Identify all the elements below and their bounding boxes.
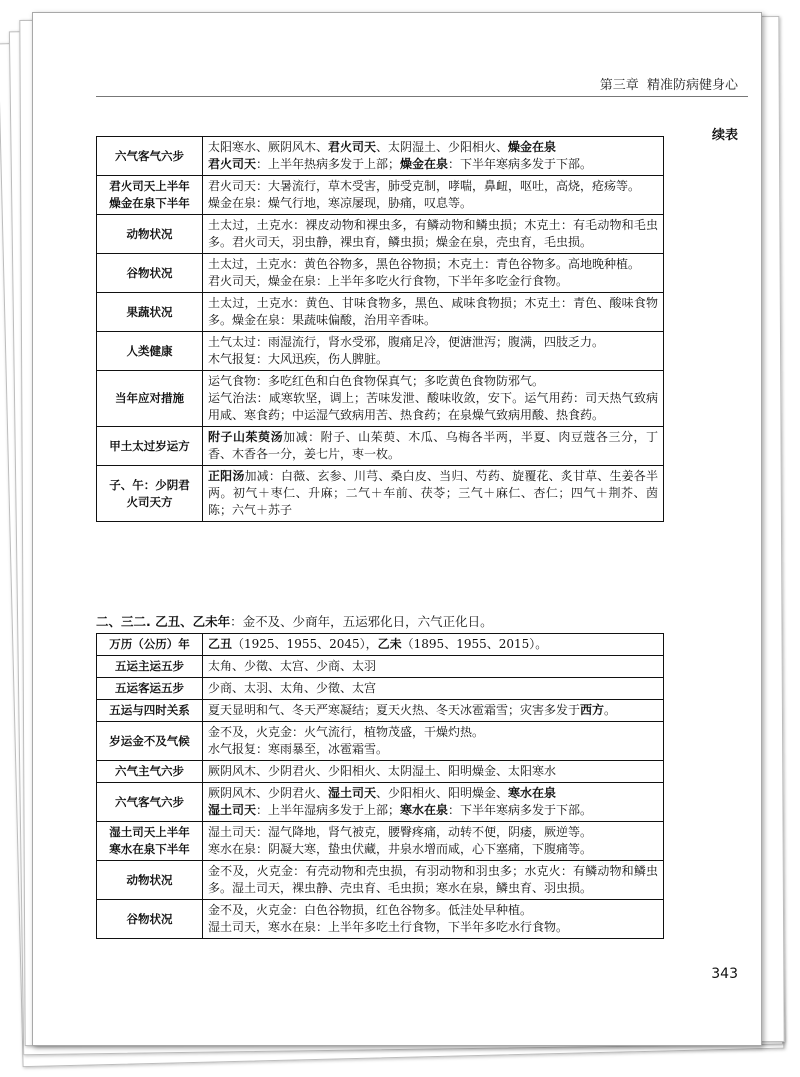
row-header: 动物状况 [97,215,203,254]
row-header: 万历（公历）年 [97,634,203,656]
row-content [203,466,664,522]
table-row [97,900,664,939]
content-line: 正阳汤加减：白薇、玄参、川芎、桑白皮、当归、芍药、旋覆花、炙甘草、生姜各半两。初气＋枣仁、升麻；二气＋车前、茯苓；三气＋麻仁、杏仁；四气＋荆芥、茵陈；六气＋苏子 [208,469,658,517]
row-content [203,332,664,371]
content-line: 太角、少徵、太宫、少商、太羽 [208,659,377,673]
content-line: 君火司天：上半年热病多发于上部；燥金在泉：下半年寒病多发于下部。 [208,157,593,171]
table-row [97,137,664,176]
row-content [203,700,664,722]
row-header: 六气客气六步 [97,137,203,176]
row-content [203,861,664,900]
chapter-title: 精准防病健身心 [646,78,738,93]
table-row [97,293,664,332]
content-line: 燥金在泉：燥气行地，寒凉屡现，胁痛，叹息等。 [208,196,473,210]
row-header: 湿土司天上半年 寒水在泉下半年 [97,822,203,861]
row-content [203,215,664,254]
table-row [97,254,664,293]
row-content [203,900,664,939]
table-row [97,215,664,254]
content-line: 土太过，土克水：黄色谷物多，黑色谷物损；木克土：青色谷物多。高地晚种植。 [208,257,641,271]
table-row [97,700,664,722]
row-header: 当年应对措施 [97,371,203,427]
content-line: 太阳寒水、厥阴风木、君火司天、太阴湿土、少阳相火、燥金在泉 [208,140,557,154]
row-header: 六气主气六步 [97,761,203,783]
content-line: 水气报复：寒雨暴至，冰雹霜雪。 [208,742,389,756]
section-heading [96,612,493,630]
row-header: 动物状况 [97,861,203,900]
page-number: 343 [711,966,738,982]
row-header: 人类健康 [97,332,203,371]
content-line: 寒水在泉：阴凝大寒，蛰虫伏藏，井泉水增而咸，心下塞痛，下腹痛等。 [208,842,593,856]
row-content [203,371,664,427]
row-header: 子、午：少阴君 火司天方 [97,466,203,522]
row-content [203,634,664,656]
content-line: 土太过，土克水：裸皮动物和裸虫多，有鳞动物和鳞虫损；木克土：有毛动物和毛虫多。君火司天，羽虫静，裸虫育，鳞虫损；燥金在泉，壳虫育，毛虫损。 [208,218,658,249]
table-row [97,634,664,656]
running-header [600,74,738,93]
content-line: 厥阴风木、少阴君火、少阳相火、太阴湿土、阳明燥金、太阳寒水 [208,764,557,778]
table-1 [96,136,664,522]
table-row [97,783,664,822]
content-line: 少商、太羽、太角、少徵、太宫 [208,681,377,695]
content-line: 乙丑（1925、1955、2045），乙未（1895、1955、2015）。 [208,637,548,651]
content-line: 君火司天：大暑流行，草木受害，肺受克制，哮喘，鼻衄，呕吐，高烧，疮疡等。 [208,179,641,193]
row-header: 岁运金不及气候 [97,722,203,761]
section-text: ：金不及、少商年，五运邪化日，六气正化日。 [230,614,493,629]
table-row [97,761,664,783]
content-line: 土太过，土克水：黄色、甘味食物多，黑色、咸味食物损；木克土：青色、酸味食物多。燥金在泉：果蔬味偏酸，治用辛香味。 [208,296,658,327]
row-header: 谷物状况 [97,900,203,939]
content-line: 金不及，火克金：有壳动物和壳虫损，有羽动物和羽虫多；水克火：有鳞动物和鳞虫多。湿土司天，裸虫静、壳虫育、毛虫损；寒水在泉，鳞虫育、羽虫损。 [208,864,658,895]
continued-label: 续表 [711,128,738,143]
content-line: 君火司天，燥金在泉：上半年多吃火行食物，下半年多吃金行食物。 [208,274,569,288]
table-row [97,176,664,215]
row-header: 六气客气六步 [97,783,203,822]
table-row [97,466,664,522]
content-line: 夏天显明和气、冬天严寒凝结；夏天火热、冬天冰雹霜雪；灾害多发于西方。 [208,703,617,717]
row-content [203,656,664,678]
content-line: 土气太过：雨湿流行，肾水受邪，腹痛足冷，便溏泄泻；腹满，四肢乏力。 [208,335,605,349]
row-header: 果蔬状况 [97,293,203,332]
table-row [97,861,664,900]
table-row [97,332,664,371]
content-line: 金不及，火克金：白色谷物损，红色谷物多。低洼处早种植。 [208,903,533,917]
content-line: 运气食物：多吃红色和白色食物保真气；多吃黄色食物防邪气。 [208,374,545,388]
table-2 [96,633,664,939]
row-content [203,722,664,761]
content-line: 湿土司天：上半年湿病多发于上部；寒水在泉：下半年寒病多发于下部。 [208,803,593,817]
row-header: 五运主运五步 [97,656,203,678]
section-title: 二、三二. 乙丑、乙未年 [96,614,231,629]
table-row [97,722,664,761]
row-content [203,293,664,332]
row-content [203,137,664,176]
content-line: 附子山茱萸汤加减：附子、山茱萸、木瓜、乌梅各半两，半夏、肉豆蔻各三分，丁香、木香各一分，姜七片，枣一枚。 [208,430,658,461]
content-line: 湿土司天，寒水在泉：上半年多吃土行食物，下半年多吃水行食物。 [208,920,569,934]
row-header: 甲土太过岁运方 [97,427,203,466]
content-line: 金不及，火克金：火气流行，植物茂盛，干燥灼热。 [208,725,485,739]
row-content [203,761,664,783]
table-row [97,822,664,861]
table-row [97,678,664,700]
row-header: 五运与四时关系 [97,700,203,722]
row-content [203,427,664,466]
row-content [203,783,664,822]
row-header: 五运客运五步 [97,678,203,700]
table-row [97,656,664,678]
row-content [203,254,664,293]
content-line: 厥阴风木、少阴君火、湿土司天、少阳相火、阳明燥金、寒水在泉 [208,786,557,800]
chapter-label: 第三章 [599,78,639,93]
table-row [97,371,664,427]
header-rule [96,96,748,97]
row-content [203,822,664,861]
content-line: 木气报复：大风迅疾，伤人脾脏。 [208,352,389,366]
row-content [203,678,664,700]
row-header: 谷物状况 [97,254,203,293]
row-content [203,176,664,215]
table-row [97,427,664,466]
content-line: 运气治法：咸寒软坚，调上；苦味发泄、酸味收敛，安下。运气用药：司天热气致病用咸、寒食药；中运湿气致病用苦、热食药；在泉燥气致病用酸、热食药。 [208,391,658,422]
content-line: 湿土司天：湿气降地，肾气被克，腰臀疼痛，动转不便，阴痿，厥逆等。 [208,825,593,839]
row-header: 君火司天上半年 燥金在泉下半年 [97,176,203,215]
